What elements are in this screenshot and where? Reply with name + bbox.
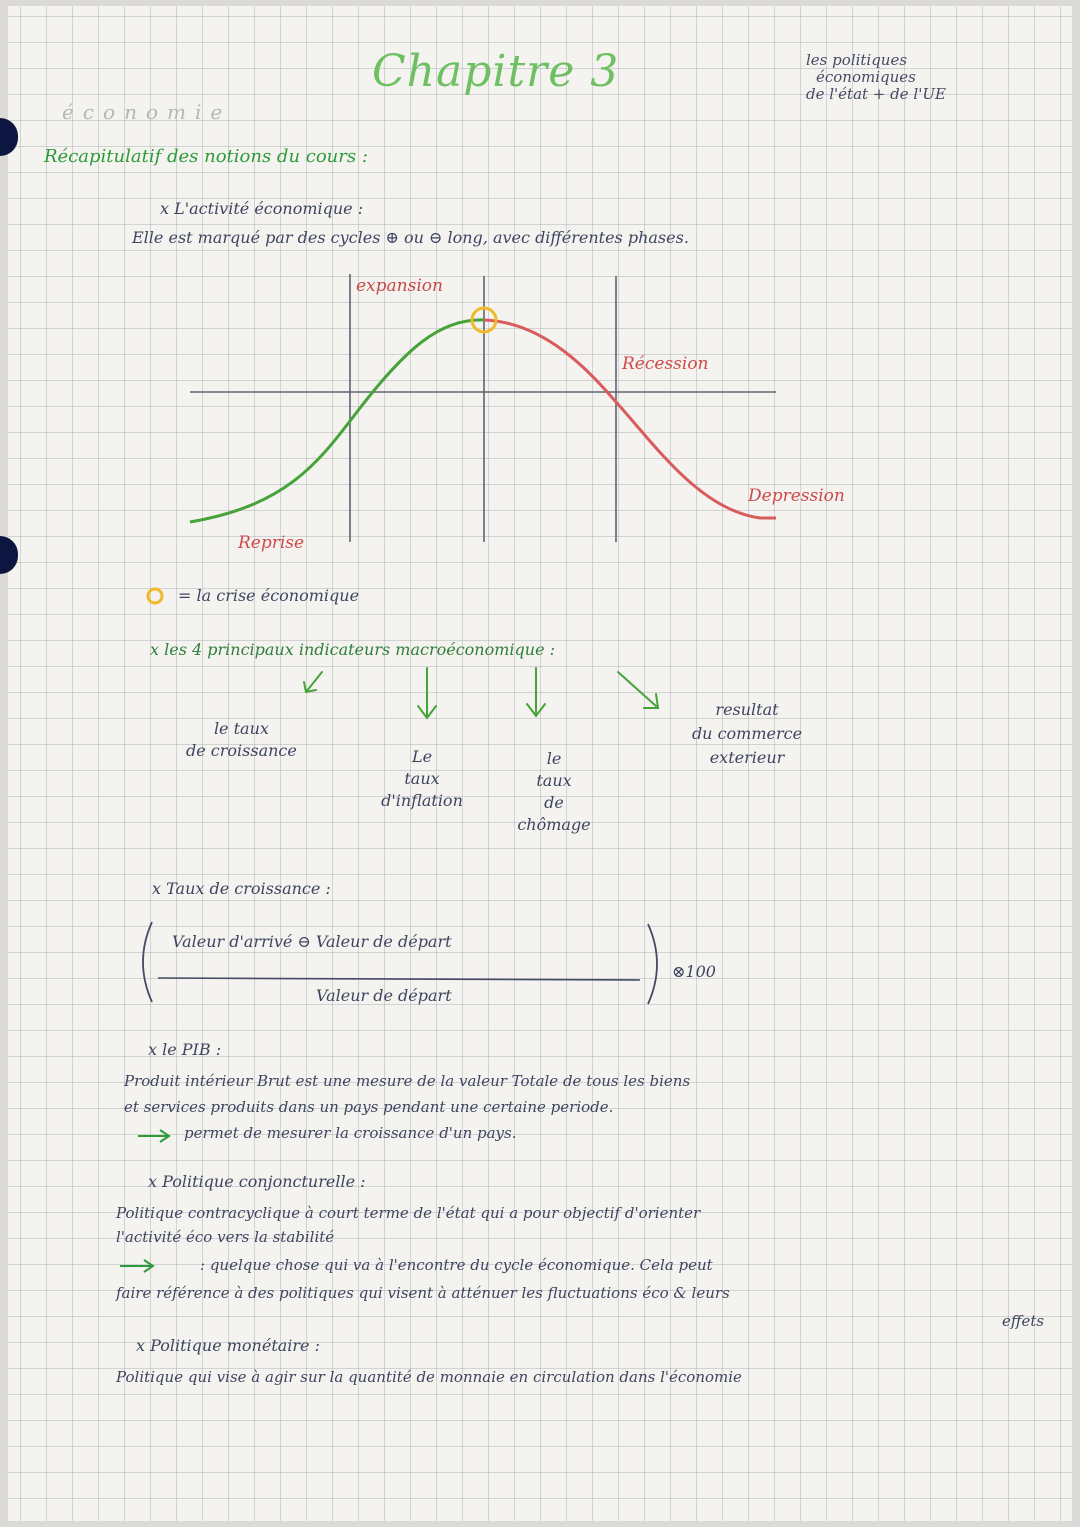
subtitle-line: économiques xyxy=(816,68,916,86)
conjoncturelle-line: Politique contracyclique à court terme de l'état qui a pour objectif d'orienter xyxy=(116,1204,701,1222)
depression-label: Depression xyxy=(748,486,845,506)
expansion-label: expansion xyxy=(356,276,443,296)
indicator-trade xyxy=(662,698,832,770)
conjoncturelle-heading: x Politique conjoncturelle : xyxy=(148,1172,366,1191)
formula-denominator: Valeur de départ xyxy=(316,986,452,1005)
recession-curve xyxy=(484,320,776,518)
recap-heading: Récapitulatif des notions du cours : xyxy=(44,146,368,167)
conjoncturelle-arrow-text: : quelque chose qui va à l'encontre du cycle économique. Cela peut xyxy=(200,1256,713,1274)
fraction-bar xyxy=(158,978,640,980)
indicator-line: Le xyxy=(411,747,433,766)
indicator-line: de xyxy=(544,793,564,812)
indicator-line: taux xyxy=(404,769,440,788)
conjoncturelle-continuation: faire référence à des politiques qui visent à atténuer les fluctuations éco & leurs xyxy=(116,1284,730,1302)
activity-text: Elle est marqué par des cycles ⊕ ou ⊖ long, avec différentes phases. xyxy=(132,228,689,247)
activity-heading: x L'activité économique : xyxy=(160,199,364,218)
growth-rate-heading: x Taux de croissance : xyxy=(152,879,331,898)
conjoncturelle-continuation-end: effets xyxy=(1002,1312,1045,1330)
crisis-legend-icon xyxy=(148,589,162,603)
recession-label: Récession xyxy=(622,354,709,374)
pib-line: Produit intérieur Brut est une mesure de la valeur Totale de tous les biens xyxy=(124,1072,691,1090)
arrow-icon xyxy=(618,672,656,706)
indicator-line: chômage xyxy=(517,815,591,834)
indicator-line: exterieur xyxy=(709,748,785,767)
indicator-growth xyxy=(186,718,297,762)
monetaire-heading: x Politique monétaire : xyxy=(136,1336,320,1355)
indicator-line: de croissance xyxy=(186,741,297,760)
subtitle-line: les politiques xyxy=(806,51,908,69)
reprise-label: Reprise xyxy=(238,533,305,553)
indicator-line: resultat xyxy=(715,700,779,719)
faded-subject-word: économie xyxy=(62,100,232,124)
formula-numerator: Valeur d'arrivé ⊖ Valeur de départ xyxy=(172,932,452,951)
pib-heading: x le PIB : xyxy=(148,1040,222,1059)
subtitle-line: de l'état + de l'UE xyxy=(806,85,946,103)
conjoncturelle-line: l'activité éco vers la stabilité xyxy=(116,1228,335,1246)
left-parenthesis xyxy=(143,922,152,1002)
indicators-heading: x les 4 principaux indicateurs macroéconomique : xyxy=(150,640,556,659)
indicator-line: d'inflation xyxy=(381,791,463,810)
expansion-curve xyxy=(190,320,484,522)
crisis-legend-text: = la crise économique xyxy=(178,586,360,605)
pib-line: et services produits dans un pays pendant une certaine periode. xyxy=(124,1098,614,1116)
arrow-icon xyxy=(306,672,322,692)
indicator-line: du commerce xyxy=(691,724,803,743)
indicator-line: le taux xyxy=(213,719,269,738)
indicator-unemployment xyxy=(504,748,604,836)
monetaire-text: Politique qui vise à agir sur la quantité de monnaie en circulation dans l'économie xyxy=(116,1368,742,1386)
indicator-line: le xyxy=(546,749,562,768)
formula-multiplier: ⊗100 xyxy=(672,962,716,981)
chapter-title: Chapitre 3 xyxy=(372,46,620,97)
right-parenthesis xyxy=(648,924,657,1004)
indicator-inflation xyxy=(366,746,478,812)
indicator-line: taux xyxy=(536,771,572,790)
pib-arrow-text: permet de mesurer la croissance d'un pays. xyxy=(184,1124,517,1142)
